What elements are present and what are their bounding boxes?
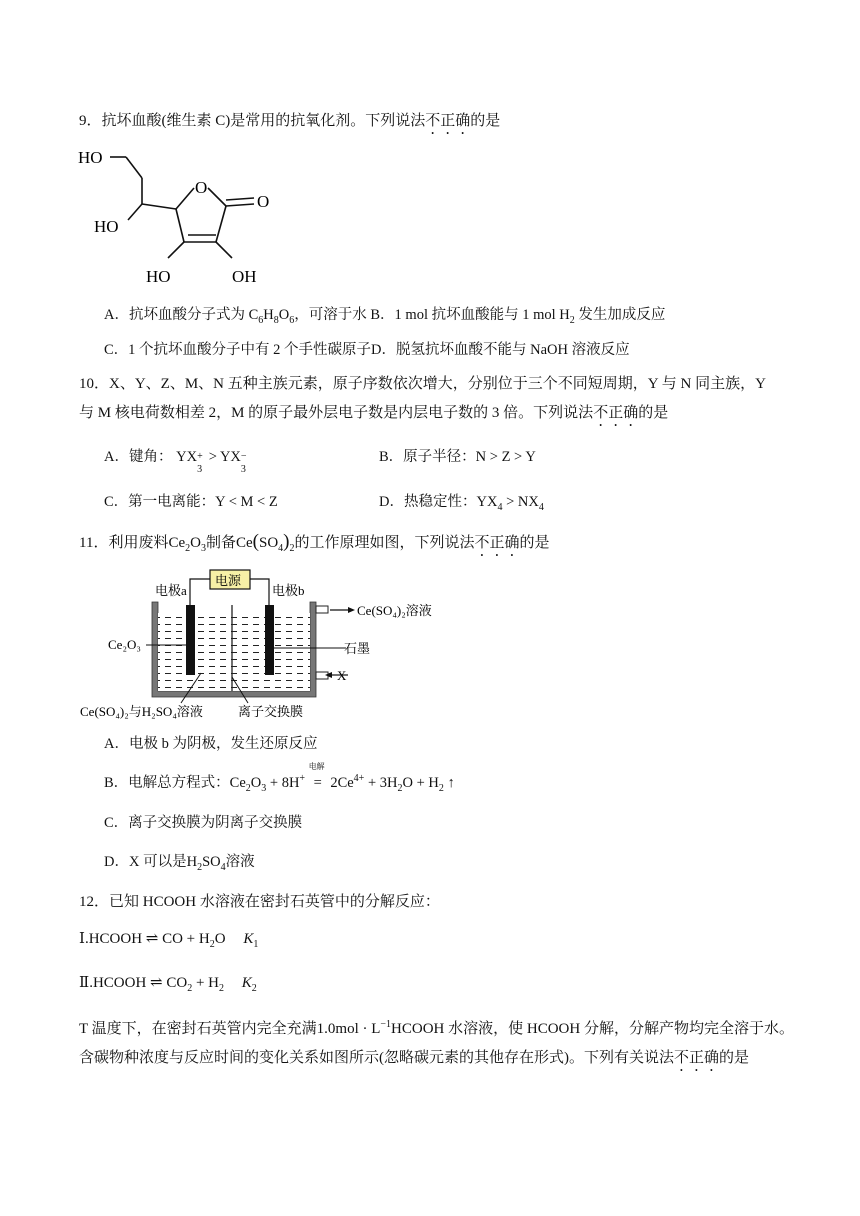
q10-option-b [379,445,536,466]
sub: 4 [220,861,226,873]
text: 溶液 [225,854,255,870]
sub: 2 [219,983,224,994]
q11-option-b [104,762,455,794]
text: Y < M < Z [215,494,278,510]
outlet-label: Ce(SO₄)₂溶液 [357,603,432,618]
sup: + [299,773,306,785]
q12-line1 [79,1017,794,1038]
text: ，可溶于水 [294,307,367,323]
sub: 2 [251,983,257,994]
q12-reaction-2 [79,973,257,992]
power-label: 电源 [215,573,242,588]
text: 制备 [205,535,236,551]
text: Ⅱ [79,975,90,991]
text: 发生加成反应 [574,307,666,323]
text: T 温度下，在密封石英管内完全充满 [79,1021,317,1037]
electrolysis-cell-diagram [76,565,436,725]
text: O [190,535,201,551]
sub: 2 [289,543,295,554]
q9-emphasis: 不正确 [425,113,471,129]
text: HCOOH 水溶液，使 HCOOH 分解，分解产物均完全溶于水。 [391,1021,794,1037]
text: 的工作原理如图，下列说法 [294,535,475,551]
q12-line2 [79,1046,749,1075]
sub: 2 [209,939,215,950]
sub: 2 [438,782,444,794]
q11-emphasis: 不正确 [474,535,520,551]
sub: 4 [497,501,503,513]
text: ↑ [443,775,455,791]
text: NX [517,494,539,510]
q9-option-cd [104,338,630,359]
text: 与 M 核电荷数相差 2，M 的原子最外层电子数是内层电子数的 3 倍。下列说法 [79,405,594,421]
sub: 3 [261,782,267,794]
q9-option-d: D．脱氢抗坏血酸不能与 NaOH 溶液反应 [371,342,630,358]
q10-emphasis: 不正确 [593,405,639,421]
membrane-label: 离子交换膜 [238,704,304,719]
sub: 2 [245,782,251,794]
ce2o3-label: Ce₂O₃ [108,637,141,652]
text: O [214,931,226,947]
sub: 2 [397,782,403,794]
q12-reaction-1 [79,929,258,948]
q9-stem-end: 的是 [470,113,501,129]
carbonyl-oxygen-label: O [257,192,270,211]
text: D．热稳定性： [379,494,477,510]
text: B．电解总方程式： [104,775,230,791]
q9-option-a: A．抗坏血酸分子式为 C [104,307,259,323]
text: K [243,931,254,947]
sub: 4 [538,501,544,513]
text: K [241,975,252,991]
text: .HCOOH ⇌ CO + H [84,931,210,947]
text: D．X 可以是 [104,854,187,870]
text: 1.0mol · L [316,1021,381,1037]
text: + 8H [266,775,300,791]
q10-line1: 10．X、Y、Z、M、N 五种主族元素，原子序数依次增大，分别位于三个不同短周期，Y 与 N 同主族，Y [79,376,766,392]
text: O + H [402,775,439,791]
ho-bottom-left-label: HO [146,267,171,286]
text: 的是 [638,405,669,421]
q10-option-d [379,490,544,511]
text: O [278,307,290,323]
ho-top-label: HO [78,148,103,167]
q12-stem: 12．已知 HCOOH 水溶液在密封石英管中的分解反应： [79,894,440,910]
sub: 2 [187,983,193,994]
inlet-label: X [337,668,347,683]
text: + 3H [364,775,398,791]
q11-option-d [104,850,255,871]
text: Ce [229,775,246,791]
electrode-b-label: 电极b [272,583,305,598]
text: H [263,307,274,323]
oh-bottom-right-label: OH [232,267,257,286]
text: .HCOOH ⇌ CO [89,975,188,991]
text: 2Ce [326,775,354,791]
sub: 6 [289,314,295,326]
ascorbic-acid-structure [76,140,286,290]
text: 的是 [519,535,550,551]
text: > [502,494,518,510]
sup: 4+ [353,773,365,785]
text: + H [192,975,219,991]
ho-mid-label: HO [94,217,119,236]
sub: 6 [258,314,264,326]
q9-stem-text: 9．抗坏血酸(维生素 C)是常用的抗氧化剂。下列说法 [79,113,426,129]
text: YX [219,449,241,465]
text: 含碳物种浓度与反应时间的变化关系如图所示(忽略碳元素的其他存在形式)。下列有关说法 [79,1050,674,1066]
text: H [186,854,198,870]
text: 11．利用废料 [79,535,169,551]
sub: 2 [185,543,191,554]
sub: 8 [273,314,279,326]
q10-option-a: A．键角： YX + 3 > YX − 3 [104,449,247,475]
text: > [205,449,220,465]
q11-stem: 11．利用废料$Ce_2O_3$制备$Ce(SO_4)_2$的工作原理如图，下列说法不正确的是 [79,531,550,554]
q9-stem [79,109,500,138]
text: Ⅰ [79,931,85,947]
q9-option-ab [104,303,665,324]
text: YX [176,449,198,465]
electrolysis-condition: 电解 [308,762,325,771]
text: YX [476,494,498,510]
sub: 3 [200,543,206,554]
text: C．第一电离能： [104,494,216,510]
sub: 2 [197,861,203,873]
graphite-label: 石墨 [344,641,371,656]
q12-emphasis: 不正确 [674,1050,720,1066]
q11-option-a: A．电极 b 为阴极，发生还原反应 [104,736,318,752]
q10-line2 [79,401,668,430]
electrode-a-label: 电极a [155,583,187,598]
sub: 4 [278,543,284,554]
text: Ce [235,535,253,551]
text: Ce [168,535,186,551]
q9-option-b: B．1 mol 抗坏血酸能与 1 mol H [370,307,570,323]
text: A．键角： [104,449,173,465]
q10-option-c [104,490,278,511]
q11-option-c: C．离子交换膜为阴离子交换膜 [104,815,303,831]
text: SO [258,535,279,551]
sub: 1 [253,939,259,950]
text: = [313,775,322,791]
ring-oxygen-label: O [195,178,208,197]
sub: 2 [569,314,575,326]
text: B．原子半径： [379,449,476,465]
left-solution-label: Ce(SO₄)₂与H₂SO₄溶液 [80,704,203,719]
text: SO [202,854,221,870]
text: 的是 [719,1050,750,1066]
sup: −1 [380,1019,392,1030]
q9-option-c: C．1 个抗坏血酸分子中有 2 个手性碳原子 [104,342,372,358]
text: N > Z > Y [475,449,536,465]
text: O [250,775,262,791]
